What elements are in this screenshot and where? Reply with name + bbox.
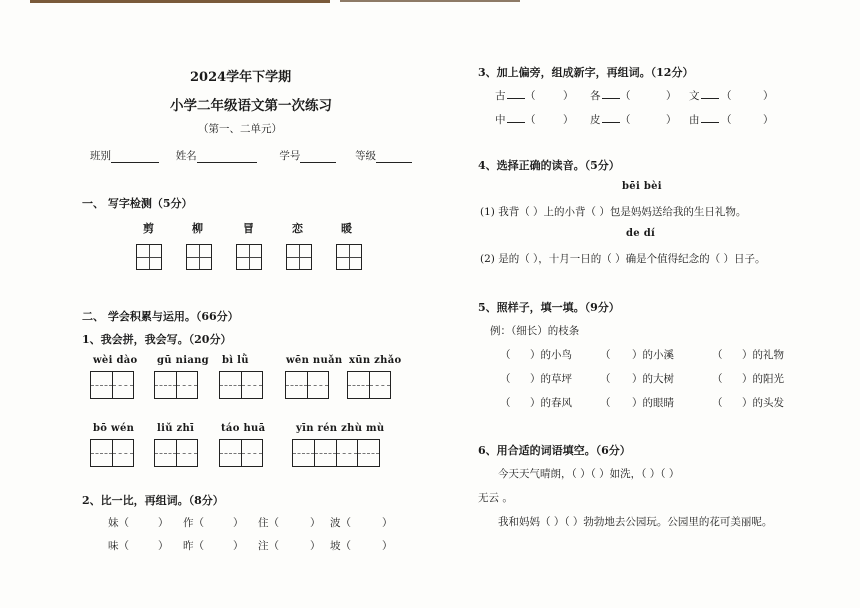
q3-char: 皮	[590, 114, 601, 126]
q5-phrase: ）的小鸟	[530, 349, 572, 361]
number-blank[interactable]	[300, 162, 336, 163]
q3-paren: ）	[563, 90, 574, 102]
q3-paren: （	[525, 90, 536, 102]
q5-row	[500, 395, 800, 411]
q5-row	[500, 347, 800, 363]
q6-line-2: 我和妈妈（ ）（ ）勃勃地去公园玩。公园里的花可美丽呢。	[498, 516, 773, 528]
q3-paren: （	[620, 90, 631, 102]
q3-char: 由	[689, 114, 700, 126]
writing-grid[interactable]	[285, 371, 329, 399]
tian-grid-box[interactable]	[136, 244, 162, 270]
pinyin-label: xūn zhǎo	[349, 355, 402, 366]
writing-grid[interactable]	[219, 439, 263, 467]
q4-line-1: (1) 我背（ ）上的小背（ ）包是妈妈送给我的生日礼物。	[480, 206, 747, 218]
pinyin-label: bì lǜ	[222, 355, 249, 366]
write-char-5: 暖	[341, 222, 352, 235]
q5-paren: （	[712, 397, 723, 409]
q3-char: 各	[590, 90, 601, 102]
q2-heading: 2、比一比，再组词。（8分）	[82, 494, 224, 507]
grade-blank[interactable]	[376, 162, 412, 163]
grade-label: 等级	[355, 150, 377, 162]
q3-row-2	[495, 112, 795, 128]
q3-blank[interactable]	[507, 98, 525, 99]
q2-item: 味（	[108, 540, 129, 552]
q5-paren: （	[712, 349, 723, 361]
q5-paren: （	[500, 349, 511, 361]
exam-year-term: 2024学年下学期	[190, 70, 292, 85]
write-char-2: 柳	[192, 222, 203, 235]
number-label: 学号	[279, 150, 301, 162]
pinyin-label: wēn nuǎn	[286, 355, 343, 366]
writing-grid[interactable]	[154, 371, 198, 399]
q3-paren: （	[525, 114, 536, 126]
tian-grid-box[interactable]	[236, 244, 262, 270]
q4-pinyin-1: bēi bèi	[622, 181, 662, 192]
q4-heading: 4、选择正确的读音。（5分）	[478, 159, 620, 172]
q2-paren: ）	[233, 517, 244, 529]
name-label: 姓名	[175, 150, 197, 162]
q2-paren: ）	[158, 540, 169, 552]
q3-blank[interactable]	[701, 98, 719, 99]
scan-edge-mark-2	[340, 0, 520, 2]
q3-paren: ）	[666, 114, 677, 126]
q3-row-1	[495, 88, 795, 104]
q3-paren: （	[721, 90, 732, 102]
q6-line-1-end: 无云 。	[478, 492, 513, 504]
writing-grid[interactable]	[219, 371, 263, 399]
q2-paren: ）	[382, 517, 393, 529]
write-char-1: 剪	[143, 222, 154, 235]
q5-phrase: ）的春风	[530, 397, 572, 409]
q5-paren: （	[712, 373, 723, 385]
q2-item: 住（	[258, 517, 279, 529]
q5-phrase: ）的眼睛	[632, 397, 674, 409]
scan-edge-mark	[30, 0, 330, 3]
q2-paren: ）	[382, 540, 393, 552]
pinyin-label: liǔ zhī	[157, 423, 195, 434]
pinyin-label: táo huā	[221, 423, 266, 434]
q5-phrase: ）的礼物	[742, 349, 784, 361]
q3-char: 古	[495, 90, 506, 102]
q2-item: 注（	[258, 540, 279, 552]
student-info-row	[90, 148, 412, 163]
q6-heading: 6、用合适的词语填空。（6分）	[478, 444, 631, 457]
q1-heading: 1、我会拼，我会写。（20分）	[82, 333, 232, 346]
q3-blank[interactable]	[602, 98, 620, 99]
pinyin-label: wèi dào	[93, 355, 138, 366]
q2-paren: ）	[310, 540, 321, 552]
q5-phrase: ）的阳光	[742, 373, 784, 385]
q3-paren: （	[721, 114, 732, 126]
writing-grid[interactable]	[347, 371, 391, 399]
writing-grid[interactable]	[90, 371, 134, 399]
q3-heading: 3、加上偏旁，组成新字，再组词。（12分）	[478, 66, 694, 79]
write-char-4: 恋	[292, 222, 303, 235]
write-char-3: 冒	[243, 222, 254, 235]
q5-row	[500, 371, 800, 387]
pinyin-label: bō wén	[93, 423, 135, 434]
pinyin-label: gū niang	[157, 355, 209, 366]
q2-item: 波（	[330, 517, 351, 529]
writing-grid[interactable]	[292, 439, 380, 467]
q2-paren: ）	[310, 517, 321, 529]
q3-paren: ）	[563, 114, 574, 126]
tian-grid-box[interactable]	[286, 244, 312, 270]
writing-grid[interactable]	[90, 439, 134, 467]
q5-paren: （	[500, 373, 511, 385]
q5-paren: （	[600, 397, 611, 409]
q2-row-1	[108, 515, 398, 531]
q5-paren: （	[600, 349, 611, 361]
q3-blank[interactable]	[602, 122, 620, 123]
q3-paren: （	[620, 114, 631, 126]
q5-phrase: ）的头发	[742, 397, 784, 409]
q5-paren: （	[600, 373, 611, 385]
q2-item: 作（	[183, 517, 204, 529]
part2-heading: 二、 学会积累与运用。（66分）	[82, 310, 239, 323]
q3-char: 中	[495, 114, 506, 126]
writing-grid[interactable]	[154, 439, 198, 467]
name-blank[interactable]	[197, 162, 257, 163]
q5-phrase: ）的小溪	[632, 349, 674, 361]
class-label: 班别	[90, 150, 111, 162]
q3-paren: ）	[763, 114, 774, 126]
q3-paren: ）	[666, 90, 677, 102]
q2-item: 昨（	[183, 540, 204, 552]
q5-heading: 5、照样子，填一填。（9分）	[478, 301, 620, 314]
exam-title: 小学二年级语文第一次练习	[170, 98, 332, 114]
q2-paren: ）	[158, 517, 169, 529]
q5-phrase: ）的草坪	[530, 373, 572, 385]
q3-char: 文	[689, 90, 700, 102]
q4-line-2: (2) 是的（ ），十月一日的（ ）确是个值得纪念的（ ）日子。	[480, 253, 766, 265]
pinyin-label: yīn rén zhù mù	[296, 423, 385, 434]
q2-item: 坡（	[330, 540, 351, 552]
exam-units: （第一、二单元）	[198, 123, 282, 135]
q2-item: 妹（	[108, 517, 129, 529]
q2-paren: ）	[233, 540, 244, 552]
class-blank[interactable]	[111, 162, 159, 163]
q5-example: 例：（细长）的枝条	[490, 325, 580, 337]
q3-blank[interactable]	[507, 122, 525, 123]
part1-heading: 一、 写字检测（5分）	[82, 197, 193, 210]
q5-phrase: ）的大树	[632, 373, 674, 385]
tian-grid-box[interactable]	[336, 244, 362, 270]
q2-row-2	[108, 538, 398, 554]
q4-pinyin-2: de dí	[626, 228, 656, 239]
q6-line-1: 今天天气晴朗，（ ）（ ）如洗，（ ）（ ）	[498, 468, 680, 480]
q3-paren: ）	[763, 90, 774, 102]
q5-paren: （	[500, 397, 511, 409]
tian-grid-box[interactable]	[186, 244, 212, 270]
q3-blank[interactable]	[701, 122, 719, 123]
